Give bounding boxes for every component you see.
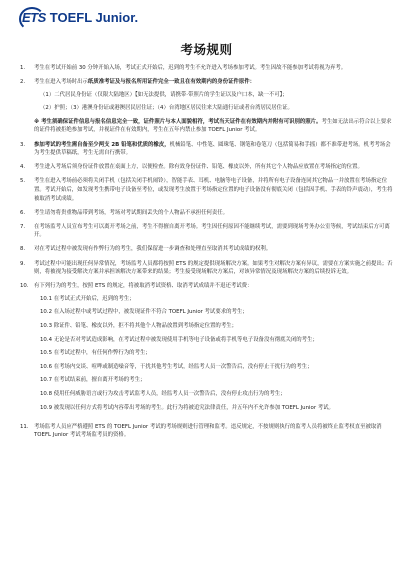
rule-item: 3. 参加考试的考生需自备至少两支 2B 铅笔和优质的橡皮，机械铅笔、中性笔、圆珠笔、钢笔和卷笔刀（包括简易和手摇）都不准带进考场。机考考场会为考生提供草稿纸，考生无需自行携带。 xyxy=(20,141,391,157)
violation-item: 10.1 在考试正式开始后，迟到的考生； xyxy=(40,295,135,302)
violation-item: 10.8 使用任何威胁语言或行为攻击考试监考人员，经监考人员一次警告后，没有停止攻击行为的考生； xyxy=(40,390,286,397)
rule-item: 2. 考生在进入考场时出示纸质准考证及与报名所用证件完全一致且在有效期内的身份证件原件： （1）二代居民身份证（仅限大陆地区）【如无法提供，请携带·带照片的学生证以及户口本，缺一不可】； （2）护照；（3）港澳身份证或港澳居民居住证；（4）台湾地区居民往来大陆通行证或者台湾居民居住证。 ※ 考生须确保证件信息与报名信息完全一致，证件照片与本人面貌相符，考试当天证件在有效期内并附有可识别的照片。考生如无法出示符合以上要求的证件将被拒绝参加考试，并视证件在有效期内，考生在五年内禁止参加 TOEFL Junior 考试。 xyxy=(20,78,396,135)
rule-item: 10. 有下列行为的考生，按照 ETS 的规定，将被取消考试资格、取消考试成绩并不退还考试费： 10.1 在考试正式开始后，迟到的考生； 10.2 在入场过程中或考试过程中，被发现证件不符合 TOEFL Junior 考试要求的考生； 10.3 除证件、铅笔、橡皮以外，拒不将其他个人物品放置到考场指定位置的考生； 10.4 无论是否对考试造成影响，在考试过程中被发现使用手机等电子设备或将手机等电子设备没有彻底关闭的考生； 10.5 在考试过程中，有任何作弊行为的考生； 10.6 在考场内交谈、喧哗或制造噪音等，干扰其他考生考试，经监考人员一次警告后，没有停止干扰行为的考生； 10.7 在考试结束前，擅自离开考场的考生； 10.8 使用任何威胁语言或行为攻击考试监考人员，经监考人员一次警告后，没有停止攻击行为的考生； 10.9 被发现以任何方式将考试内容带出考场的考生。此行为将被追究法律责任，并五年内不允许参加 TOEFL Junior 考试。 xyxy=(20,282,396,417)
violation-item: 10.4 无论是否对考试造成影响，在考试过程中被发现使用手机等电子设备或将手机等电子设备没有彻底关闭的考生； xyxy=(40,336,318,343)
ets-logo: ETS xyxy=(22,9,46,25)
violation-item: 10.6 在考场内交谈、喧哗或制造噪音等，干扰其他考生考试，经监考人员一次警告后，没有停止干扰行为的考生； xyxy=(40,363,313,370)
violation-item: 10.5 在考试过程中，有任何作弊行为的考生； xyxy=(40,350,151,357)
rule-item: 1. 考生在考试开始前 30 分钟开始入场，考试正式开始后，迟到的考生不允许进入考场参加考试。考生因故不能参加考试将视为弃考。 xyxy=(20,65,347,71)
rule-item: 6. 考生请勿将贵重物品带到考场，考场对考试期间丢失的个人物品不承担任何责任。 xyxy=(20,209,229,216)
violation-item: 10.2 在入场过程中或考试过程中，被发现证件不符合 TOEFL Junior 考试要求的考生； xyxy=(40,309,248,316)
rule-item: 9. 考试过程中可能出现任何异常情况，考场监考人员都将按照 ETS 的规定提供现场解决方案。如果考生对解决方案有异议，需要在方案实施之前提出；否则，将被视为接受解决方案并承担该解决方案带来的结果；考生接受现场解决方案后，对该异常情况及现场解决方案的后续投诉无效。 xyxy=(20,260,393,276)
toefl-junior-logo-text: TOEFL Junior. xyxy=(49,9,139,25)
page-title: 考场规则 xyxy=(180,42,233,57)
violation-item: 10.7 在考试结束前，擅自离开考场的考生； xyxy=(40,377,146,384)
rule-item: 5. 考生在进入考场前必须将关闭手机（包括关闭手机闹铃），智能手表、耳机、电脑等电子设备，并将所有电子设备连同其它物品一并放置在考场指定位置。考试开始后，如发现考生携带电子设备至考位，或发现考生放置于考场指定位置的电子设备没有彻底关闭（包括因手机、手表的铃声震动），考生将被取消考试成绩。 xyxy=(20,178,393,202)
violation-list xyxy=(34,295,396,412)
id-document-list: （1）二代居民身份证（仅限大陆地区）【如无法提供，请携带·带照片的学生证以及户口本，缺一不可】； （2）护照；（3）港澳身份证或港澳居民居住证；（4）台湾地区居民往来大陆通行证或者台湾居民居住证。 xyxy=(40,91,293,112)
id-document-note: ※ 考生须确保证件信息与报名信息完全一致，证件照片与本人面貌相符，考试当天证件在有效期内并附有可识别的照片。考生如无法出示符合以上要求的证件将被拒绝参加考试，并视证件在有效期内，考生在五年内禁止参加 TOEFL Junior 考试。 xyxy=(34,118,392,134)
violation-item: 10.9 被发现以任何方式将考试内容带出考场的考生。此行为将被追究法律责任，并五年内不允许参加 TOEFL Junior 考试。 xyxy=(40,404,334,411)
rule-item: 4. 考生进入考场后须身份证件放置在桌面上方，以便检查。除有效身份证件、铅笔、橡皮以外，所有其它个人物品应放置在考场指定的位置。 xyxy=(20,164,363,171)
header xyxy=(22,9,138,25)
rule-item: 8. 对在考试过程中被发现有作弊行为的考生，我们保留进一步调查和处理直至取消其考试成绩的权利。 xyxy=(20,246,272,253)
rule-item: 7. 在考场监考人员宣布考生可以离开考场之前，考生不得擅自离开考场。考生因任何原因不能继续考试，需要到现场考务办公室等候，考试结束后方可离开。 xyxy=(20,223,390,239)
violation-item: 10.3 除证件、铅笔、橡皮以外，拒不将其他个人物品放置到考场指定位置的考生； xyxy=(40,322,237,329)
rules-list xyxy=(20,64,396,445)
rule-item: 11. 考场监考人员应严格遵照 ETS 的 TOEFL Junior 考试的考场规则进行管理和监考。违反规定，不按规则执行的监考人员将被终止监考权直至被取消 TOEFL Junior 考试考场监考员的资格。 xyxy=(20,423,382,439)
